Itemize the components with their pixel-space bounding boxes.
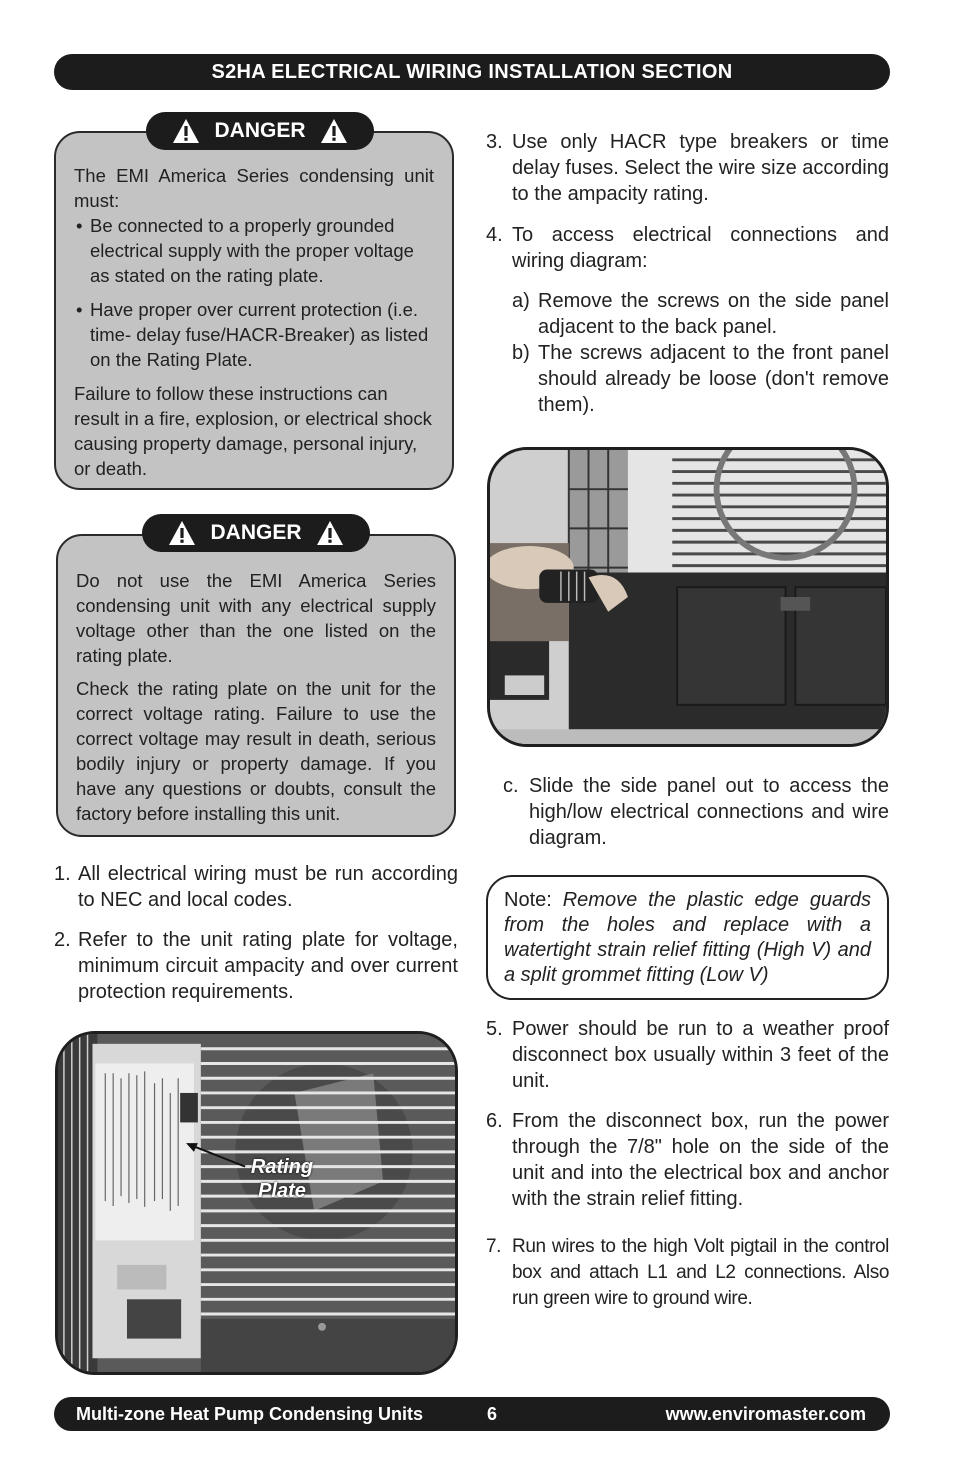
danger-bullet: • Have proper over current protection (i.e. time- delay fuse/HACR-Breaker) as listed on the Rating Plate.	[74, 297, 434, 372]
step-text: Run wires to the high Volt pigtail in the control box and attach L1 and L2 connections. Also run green wire to ground wire.	[512, 1236, 889, 1309]
danger-paragraph: Do not use the EMI America Series condensing unit with any electrical supply voltage other than the one listed on the rating plate.	[76, 570, 436, 666]
substep-text: Slide the side panel out to access the high/low electrical connections and wire diagram.	[529, 775, 889, 849]
substep-item	[512, 288, 889, 340]
rating-plate-callout	[236, 1155, 328, 1203]
substep-label: c.	[503, 775, 519, 797]
substep-item	[503, 773, 889, 851]
warning-icon	[316, 520, 344, 546]
side-panel-image	[490, 450, 886, 744]
note-box	[486, 875, 889, 1000]
substep-label: a)	[512, 290, 530, 312]
rating-plate-photo	[55, 1031, 458, 1375]
step-text: Power should be run to a weather proof disconnect box usually within 3 feet of the unit.	[512, 1018, 889, 1092]
step-item	[486, 222, 889, 274]
step-text: To access electrical connections and wiring diagram:	[512, 224, 889, 272]
step-text: Use only HACR type breakers or time delay fuses. Select the wire size according to the ampacity rating.	[512, 131, 889, 205]
danger-tag	[146, 112, 374, 150]
page-number: 6	[487, 1404, 498, 1424]
step-number: 3.	[486, 131, 503, 153]
callout-line: Plate	[258, 1180, 306, 1202]
step-item	[486, 1234, 889, 1312]
danger-box-grounding	[54, 131, 454, 490]
page-footer	[54, 1397, 890, 1431]
footer-website: www.enviromaster.com	[665, 1404, 866, 1424]
left-steps	[54, 861, 458, 1005]
danger-box-voltage	[56, 534, 456, 837]
step-item	[486, 129, 889, 207]
step-text: Refer to the unit rating plate for voltage, minimum circuit ampacity and over current protection requirements.	[78, 929, 458, 1003]
substep-item	[512, 340, 889, 418]
danger-intro: The EMI America Series condensing unit must:	[74, 165, 434, 211]
step-item	[54, 927, 458, 1005]
footer-title: Multi-zone Heat Pump Condensing Units	[76, 1404, 423, 1424]
substep-label: b)	[512, 342, 530, 364]
callout-line: Rating	[250, 1156, 314, 1178]
rating-plate-image	[58, 1034, 455, 1372]
step-item	[486, 1016, 889, 1094]
warning-icon	[172, 118, 200, 144]
step-number: 7.	[486, 1236, 502, 1257]
step-number: 4.	[486, 224, 503, 246]
danger-tag	[142, 514, 370, 552]
section-title: S2HA ELECTRICAL WIRING INSTALLATION SECTION	[211, 60, 733, 83]
note-label: Note:	[504, 889, 552, 911]
danger-warning: Failure to follow these instructions can result in a fire, explosion, or electrical shock causing property damage, personal injury, or death.	[74, 383, 432, 479]
step-number: 5.	[486, 1018, 503, 1040]
step-item	[54, 861, 458, 913]
step-number: 6.	[486, 1110, 503, 1132]
danger-bullet: • Be connected to a properly grounded electrical supply with the proper voltage as stated on the rating plate.	[74, 213, 434, 288]
substeps	[512, 288, 889, 418]
step-text: From the disconnect box, run the power through the 7/8" hole on the side of the unit and into the electrical box and anchor with the strain relief fitting.	[512, 1110, 889, 1210]
right-steps-bottom	[486, 1016, 889, 1312]
step-item	[486, 1108, 889, 1212]
substep-c	[503, 773, 889, 851]
step-number: 1.	[54, 863, 71, 885]
right-steps-top	[486, 129, 889, 274]
side-panel-photo	[487, 447, 889, 747]
step-number: 2.	[54, 929, 71, 951]
warning-icon	[320, 118, 348, 144]
warning-icon	[168, 520, 196, 546]
danger-label: DANGER	[214, 119, 306, 142]
note-text: Remove the plastic edge guards from the holes and replace with a watertight strain relief fitting (High V) and a split grommet fitting (Low V)	[504, 889, 871, 986]
section-header	[54, 54, 890, 90]
danger-paragraph: Check the rating plate on the unit for the correct voltage rating. Failure to use the correct voltage may result in death, serious bodily injury or property damage. If you have any questions or doubts, consult the factory before installing this unit.	[76, 678, 436, 824]
substep-text: Remove the screws on the side panel adjacent to the back panel.	[538, 290, 889, 338]
danger-label: DANGER	[210, 521, 302, 544]
substep-text: The screws adjacent to the front panel should already be loose (don't remove them).	[538, 342, 889, 416]
step-text: All electrical wiring must be run according to NEC and local codes.	[78, 863, 458, 911]
